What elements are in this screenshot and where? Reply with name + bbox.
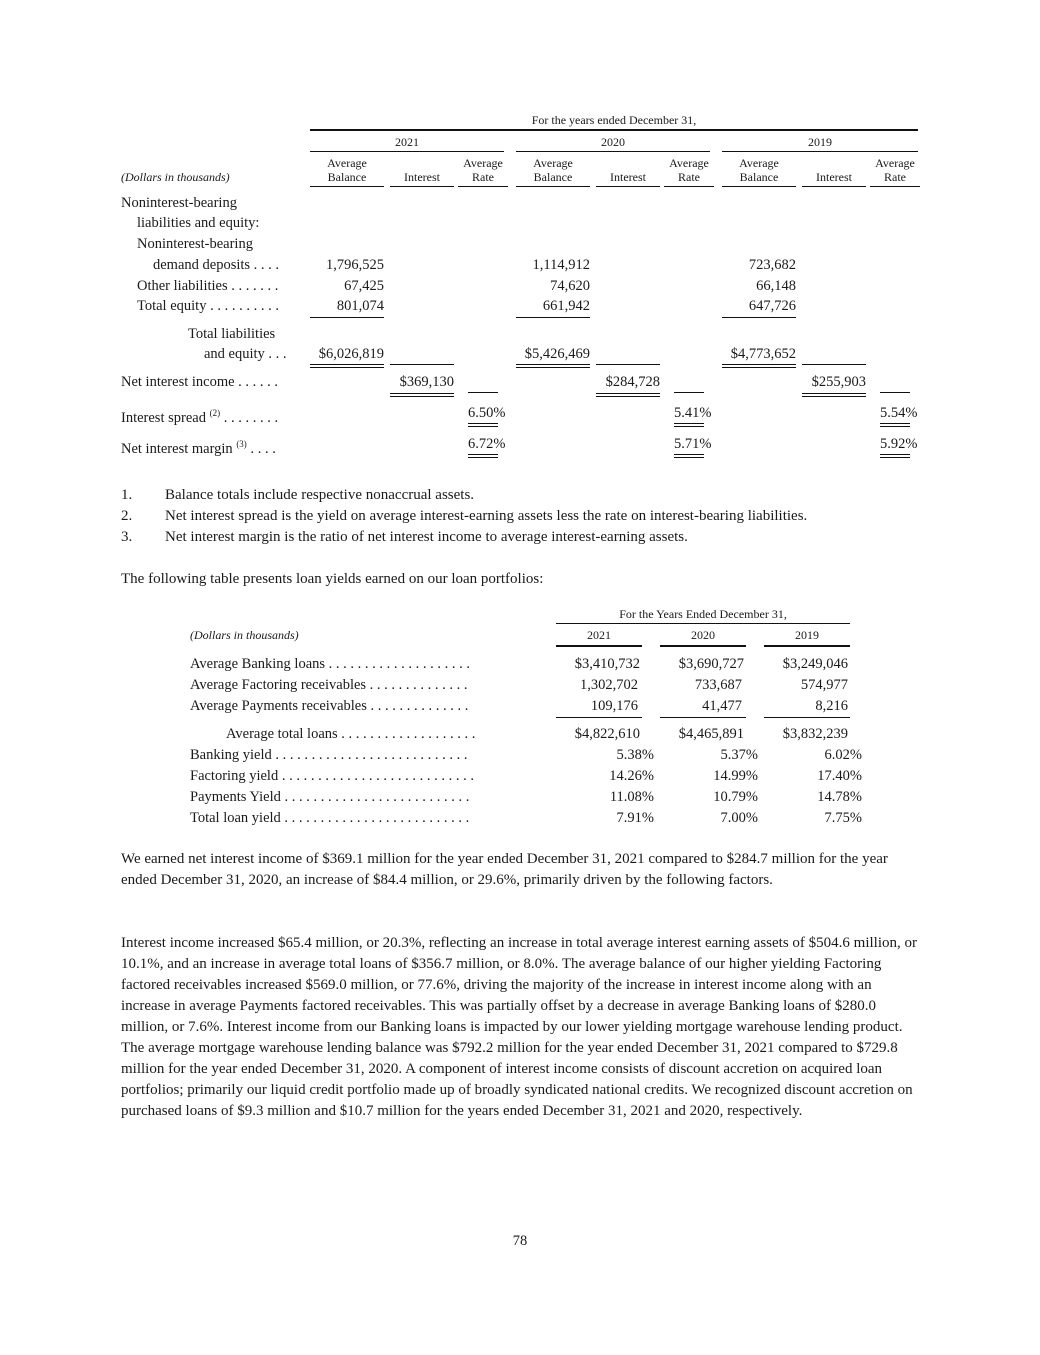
row-label-total-equity: Total equity . . . . . . . . . . bbox=[137, 298, 279, 314]
rule bbox=[516, 151, 710, 152]
paragraph: We earned net interest income of $369.1 million for the year ended December 31, 2021 compared to $284.7 million for the year ended December 31, 2020, an increase of $84.4 million, or 29.6%, primarily driven by the following factors. bbox=[121, 851, 888, 888]
cell-value: $4,822,610 bbox=[574, 726, 640, 742]
double-rule bbox=[390, 393, 454, 397]
section-label-line: liabilities and equity: bbox=[137, 215, 260, 231]
rule bbox=[468, 392, 498, 393]
row-label-other-liabilities: Other liabilities . . . . . . . bbox=[137, 278, 279, 294]
t2-year-2020: 2020 bbox=[691, 628, 715, 642]
double-rule bbox=[468, 454, 498, 458]
rule bbox=[310, 186, 384, 187]
double-rule bbox=[880, 423, 910, 427]
table1-units-label: (Dollars in thousands) bbox=[121, 170, 230, 184]
section-label-line: Noninterest-bearing bbox=[121, 195, 237, 211]
row-label-net-interest-income: Net interest income . . . . . . bbox=[121, 374, 279, 390]
cell-value: 5.41% bbox=[674, 405, 712, 421]
row-label-interest-spread: Interest spread $^{(2)}$ . . . . . . . . bbox=[121, 408, 279, 426]
table-row-label: Average total loans . . . . . . . . . . . . . . . . . . . bbox=[226, 726, 476, 742]
cell-value: 1,114,912 bbox=[532, 257, 590, 273]
cell-value: $3,410,732 bbox=[574, 656, 640, 672]
cell-value: 5.54% bbox=[880, 405, 918, 421]
footnote-number: 3. bbox=[121, 529, 133, 545]
cell-value: 67,425 bbox=[344, 278, 384, 294]
table-row-label: Banking yield . . . . . . . . . . . . . . . . . . . . . . . . . . . bbox=[190, 747, 468, 763]
cell-value: 17.40% bbox=[817, 768, 862, 784]
rule bbox=[596, 186, 660, 187]
rule bbox=[556, 645, 642, 647]
double-rule bbox=[596, 393, 660, 397]
rule bbox=[516, 186, 590, 187]
cell-value: 6.02% bbox=[824, 747, 862, 763]
rule bbox=[390, 364, 454, 365]
rule bbox=[722, 151, 918, 152]
rule bbox=[802, 186, 866, 187]
col-interest-2019: Interest bbox=[816, 170, 852, 184]
rule bbox=[880, 392, 910, 393]
cell-value: $4,773,652 bbox=[730, 346, 796, 362]
rule bbox=[390, 186, 454, 187]
cell-value: 661,942 bbox=[542, 298, 590, 314]
cell-value: 5.71% bbox=[674, 436, 712, 452]
table-row-label: Average Factoring receivables . . . . . . . . . . . . . . bbox=[190, 677, 468, 693]
cell-value: 574,977 bbox=[800, 677, 848, 693]
cell-value: 647,726 bbox=[748, 298, 796, 314]
cell-value: 14.99% bbox=[713, 768, 758, 784]
t2-year-2021: 2021 bbox=[587, 628, 611, 642]
cell-value: 5.38% bbox=[616, 747, 654, 763]
rule bbox=[722, 186, 796, 187]
col-avg-rate-2019: Average Rate bbox=[875, 156, 915, 184]
cell-value: 14.78% bbox=[817, 789, 862, 805]
rule bbox=[870, 186, 920, 187]
year-2021: 2021 bbox=[395, 135, 419, 149]
row-label-total-liabilities: Total liabilities bbox=[188, 326, 276, 342]
cell-value: 801,074 bbox=[336, 298, 384, 314]
cell-value: 66,148 bbox=[756, 278, 796, 294]
table-row-label: Total loan yield . . . . . . . . . . . . . . . . . . . . . . . . . . bbox=[190, 810, 470, 826]
cell-value: 5.37% bbox=[720, 747, 758, 763]
double-rule bbox=[674, 423, 704, 427]
cell-value: $255,903 bbox=[811, 374, 866, 390]
cell-value: 5.92% bbox=[880, 436, 918, 452]
col-avg-rate-2021: Average Rate bbox=[463, 156, 503, 184]
cell-value: 11.08% bbox=[609, 789, 654, 805]
section-label-line: Noninterest-bearing bbox=[137, 236, 253, 252]
cell-value: 6.50% bbox=[468, 405, 506, 421]
cell-value: 109,176 bbox=[590, 698, 638, 714]
rule bbox=[310, 151, 504, 152]
paragraph: Interest income increased $65.4 million, or 20.3%, reflecting an increase in total average interest earning assets of $504.6 million, or 10.1%, and an increase in average total loans of $356.7 million, or 8.0%. The average balance of our higher yielding Factoring factored receivables increased $569.0 million, or 77.6%, driving the majority of the increase in interest income along with an increase in average Payments factored receivables. This was partially offset by a decrease in average Banking loans of $280.0 million, or 7.6%. Interest income from our Banking loans is impacted by our lower yielding mortgage warehouse lending product. The average mortgage warehouse lending balance was $792.2 million for the year ended December 31, 2021 compared to $729.8 million for the year ended December 31, 2020. A component of interest income consists of discount accretion on acquired loan portfolios; primarily our liquid credit portfolio made up of broadly syndicated national credits. We recognized discount accretion on purchased loans of $9.3 million and $10.7 million for the years ended December 31, 2021 and 2020, respectively. bbox=[121, 935, 917, 1119]
table-row-label: Payments Yield . . . . . . . . . . . . . . . . . . . . . . . . . . bbox=[190, 789, 470, 805]
col-interest-2021: Interest bbox=[404, 170, 440, 184]
cell-value: $3,832,239 bbox=[782, 726, 848, 742]
rule bbox=[674, 392, 704, 393]
cell-value: $5,426,469 bbox=[524, 346, 590, 362]
intro-text: The following table presents loan yields earned on our loan portfolios: bbox=[121, 571, 544, 587]
rule bbox=[458, 186, 508, 187]
double-rule bbox=[468, 423, 498, 427]
cell-value: $284,728 bbox=[605, 374, 660, 390]
cell-value: $369,130 bbox=[399, 374, 454, 390]
rule bbox=[764, 717, 850, 718]
double-rule bbox=[310, 364, 384, 368]
footnote-text: Balance totals include respective nonaccrual assets. bbox=[165, 487, 475, 503]
col-interest-2020: Interest bbox=[610, 170, 646, 184]
cell-value: 74,620 bbox=[550, 278, 590, 294]
cell-value: 8,216 bbox=[815, 698, 848, 714]
rule bbox=[660, 717, 746, 718]
rule bbox=[310, 317, 384, 318]
col-avg-balance-2021: Average Balance bbox=[327, 156, 367, 184]
double-rule bbox=[880, 454, 910, 458]
rule bbox=[660, 645, 746, 647]
year-2020: 2020 bbox=[601, 135, 625, 149]
year-2019: 2019 bbox=[808, 135, 832, 149]
cell-value: $6,026,819 bbox=[318, 346, 384, 362]
double-rule bbox=[802, 393, 866, 397]
double-rule bbox=[674, 454, 704, 458]
footnote-number: 1. bbox=[121, 487, 133, 503]
row-label-demand-deposits: demand deposits . . . . bbox=[153, 257, 280, 273]
rule bbox=[596, 364, 660, 365]
rule bbox=[310, 129, 918, 131]
table-row-label: Average Banking loans . . . . . . . . . . . . . . . . . . . . bbox=[190, 656, 471, 672]
cell-value: 1,302,702 bbox=[580, 677, 638, 693]
row-label-and-equity: and equity . . . bbox=[204, 346, 287, 362]
cell-value: 14.26% bbox=[609, 768, 654, 784]
rule bbox=[516, 317, 590, 318]
page-number: 78 bbox=[512, 1233, 528, 1249]
cell-value: 7.75% bbox=[824, 810, 862, 826]
double-rule bbox=[722, 364, 796, 368]
cell-value: 7.00% bbox=[720, 810, 758, 826]
rule bbox=[556, 717, 642, 718]
rule bbox=[556, 623, 850, 624]
cell-value: $3,249,046 bbox=[782, 656, 848, 672]
cell-value: $3,690,727 bbox=[678, 656, 744, 672]
table1-period-header: For the years ended December 31, bbox=[531, 113, 697, 127]
col-avg-rate-2020: Average Rate bbox=[669, 156, 709, 184]
cell-value: 723,682 bbox=[748, 257, 796, 273]
cell-value: 733,687 bbox=[694, 677, 742, 693]
table-row-label: Factoring yield . . . . . . . . . . . . . . . . . . . . . . . . . . . bbox=[190, 768, 474, 784]
row-label-net-interest-margin: Net interest margin $^{(3)}$ . . . . bbox=[121, 439, 276, 457]
cell-value: 10.79% bbox=[713, 789, 758, 805]
table2-period-header: For the Years Ended December 31, bbox=[619, 607, 787, 621]
footnote-number: 2. bbox=[121, 508, 133, 524]
col-avg-balance-2020: Average Balance bbox=[533, 156, 573, 184]
cell-value: 6.72% bbox=[468, 436, 506, 452]
footnote-text: Net interest margin is the ratio of net interest income to average interest-earning assets. bbox=[165, 529, 688, 545]
rule bbox=[764, 645, 850, 647]
footnote-text: Net interest spread is the yield on average interest-earning assets less the rate on interest-bearing liabilities. bbox=[165, 508, 808, 524]
cell-value: 7.91% bbox=[616, 810, 654, 826]
t2-year-2019: 2019 bbox=[795, 628, 819, 642]
cell-value: 1,796,525 bbox=[326, 257, 384, 273]
rule bbox=[664, 186, 714, 187]
cell-value: 41,477 bbox=[702, 698, 742, 714]
cell-value: $4,465,891 bbox=[678, 726, 744, 742]
rule bbox=[802, 364, 866, 365]
col-avg-balance-2019: Average Balance bbox=[739, 156, 779, 184]
rule bbox=[722, 317, 796, 318]
table2-units-label: (Dollars in thousands) bbox=[190, 628, 299, 642]
table-row-label: Average Payments receivables . . . . . . . . . . . . . . bbox=[190, 698, 469, 714]
double-rule bbox=[516, 364, 590, 368]
